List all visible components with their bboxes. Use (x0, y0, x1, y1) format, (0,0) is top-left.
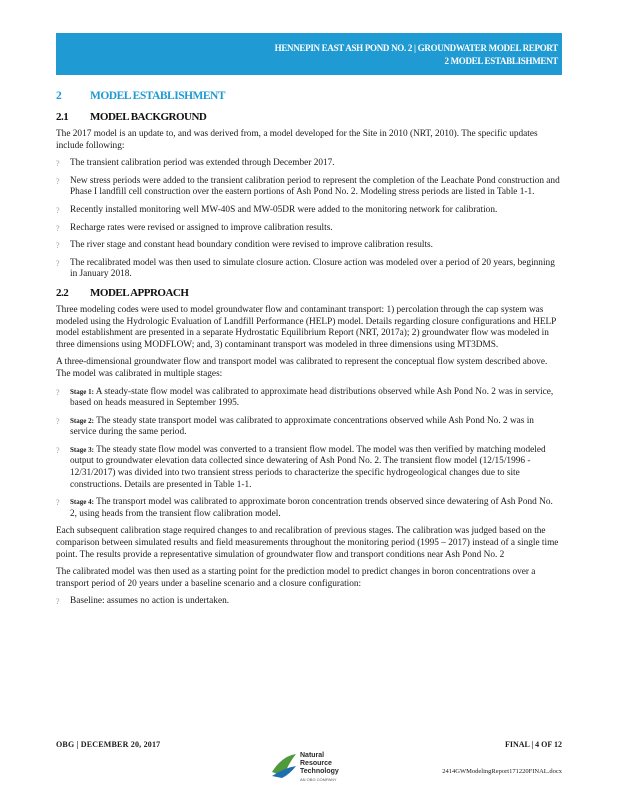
bullet-marker-icon: ? (56, 445, 60, 455)
header-report-title: HENNEPIN EAST ASH POND NO. 2 | GROUNDWATER MODEL REPORT (274, 43, 558, 53)
footer-filename: 2414GWModelingReport171220FINAL.docx (442, 768, 562, 775)
list-item: ? Baseline: assumes no action is undertaken. (56, 596, 230, 607)
bullet-marker-icon: ? (56, 176, 60, 186)
logo-text-natural: Natural (300, 752, 325, 759)
approach-paragraph-1: Three modeling codes were used to model groundwater flow and contaminant transport: 1) percolation through the cap system was modeled using the Hydrologic Evaluation of Landfill Performance (HELP) model. Details regarding closure configurations and HELP model establishment are presented in a separate Hydrostatic Equilibrium Report (NRT, 2017a); 2) groundwater flow was modeled in three dimensions using MODFLOW; and, 3) contaminant transport was modeled in three dimensions using MT3DMS. (56, 304, 557, 350)
bullet-marker-icon: ? (56, 387, 60, 397)
approach-paragraph-3: Each subsequent calibration stage required changes to and recalibration of previous stages. The calibration was judged based on the comparison between simulated results and field measurements throughout the monitoring period (1995 – 2017) instead of a single time point. The results provide a representative simulation of groundwater flow and transport conditions near Ash Pond No. 2 (56, 526, 559, 560)
logo-text-resource: Resource (300, 760, 332, 767)
bullet-marker-icon: ? (56, 205, 60, 215)
scenario-list (56, 596, 562, 608)
bullet-marker-icon: ? (56, 498, 60, 508)
list-item: ? New stress periods were added to the transient calibration period to represent the completion of the Leachate Pond construction and Phase I landfill cell construction over the eastern portions of Ash Pond No. 2. Modeling stress periods are listed in Table 1-1. (56, 175, 560, 198)
company-logo (270, 750, 350, 784)
logo-text-technology: Technology (300, 768, 339, 775)
list-item: ? Stage 4: The transport model was calibrated to approximate boron concentration trends observed since dewatering of Ash Pond No. 2, using heads from the transient flow calibration model. (56, 497, 553, 519)
list-item: ? The recalibrated model was then used to simulate closure action. Closure action was modeled over a period of 20 years, beginning in January 2018. (56, 257, 555, 280)
updates-list (56, 158, 562, 281)
bullet-marker-icon: ? (56, 223, 60, 233)
bullet-marker-icon: ? (56, 159, 60, 169)
list-item: ? Stage 2: The steady state transport model was calibrated to approximate concentrations observed while Ash Pond No. 2 was in service during the same period. (56, 415, 534, 438)
logo-text-tagline: AN OBG COMPANY (300, 777, 337, 782)
background-intro: The 2017 model is an update to, and was derived from, a model developed for the Site in 2010 (NRT, 2010). The specific updates include following: (56, 129, 538, 151)
subsection-title: MODEL BACKGROUND (90, 111, 207, 123)
bullet-marker-icon: ? (56, 241, 60, 251)
header-section-title: 2 MODEL ESTABLISHMENT (444, 56, 558, 66)
running-header (56, 33, 562, 75)
bullet-marker-icon: ? (56, 258, 60, 268)
bullet-marker-icon: ? (56, 416, 60, 426)
section-title: MODEL ESTABLISHMENT (90, 90, 226, 102)
subsection-number: 2.2 (56, 286, 69, 299)
list-item: ? The transient calibration period was extended through December 2017. (56, 158, 335, 169)
subsection-number: 2.1 (56, 111, 69, 123)
list-item: ? Stage 1: A steady-state flow model was calibrated to approximate head distributions observed while Ash Pond No. 2 was in service, based on heads measured in September 1995. (56, 386, 554, 409)
section-heading (56, 90, 562, 102)
approach-paragraph-2: A three-dimensional groundwater flow and transport model was calibrated to represent the conceptual flow system described above. The model was calibrated in multiple stages: (56, 357, 548, 379)
footer-page-number: FINAL | 4 OF 12 (504, 740, 562, 749)
list-item: ? The river stage and constant head boundary condition were revised to improve calibration results. (56, 240, 433, 251)
list-item: ? Recharge rates were revised or assigned to improve calibration results. (56, 222, 333, 233)
list-item: ? Stage 3: The steady state flow model was converted to a transient flow model. The model was then verified by matching modeled output to groundwater elevation data collected since dewatering of Ash Pond No. 2. The transient flow model (12/15/1996 - 12/31/2017) was divided into two transient stress periods to characterize the specific hydrogeological changes due to site constructions. Details are presented in Table 1-1. (56, 444, 546, 490)
stages-list (56, 387, 562, 521)
page-content (56, 90, 562, 614)
subsection-heading-background (56, 111, 562, 123)
subsection-title: MODEL APPROACH (90, 286, 189, 299)
footer-date: OBG | DECEMBER 20, 2017 (56, 740, 161, 749)
bullet-marker-icon: ? (56, 597, 60, 607)
list-item: ? Recently installed monitoring well MW-40S and MW-05DR were added to the monitoring network for calibration. (56, 204, 498, 215)
section-number: 2 (56, 90, 62, 102)
subsection-heading-approach (56, 287, 562, 299)
approach-paragraph-4: The calibrated model was then used as a starting point for the prediction model to predict changes in boron concentrations over a transport period of 20 years under a baseline scenario and a closure configuration: (56, 567, 536, 589)
logo-mark-icon (270, 750, 298, 780)
